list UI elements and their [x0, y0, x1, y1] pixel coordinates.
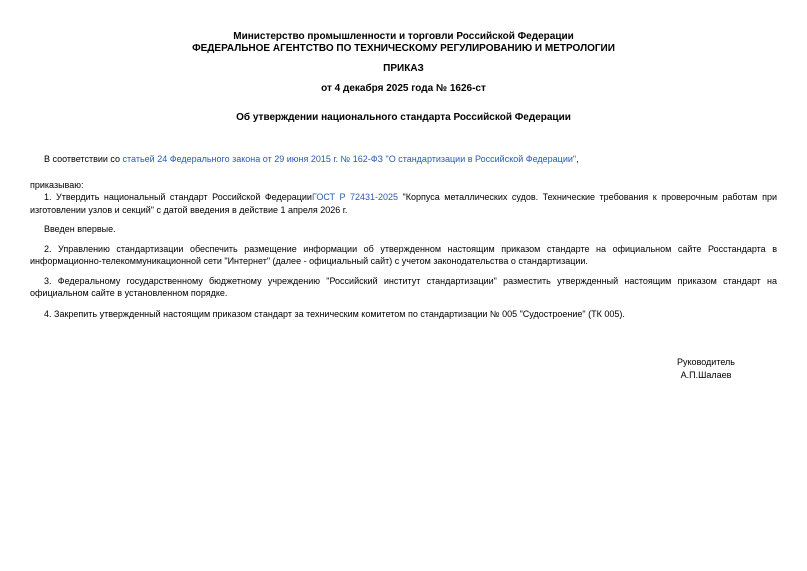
doc-date-number: от 4 декабря 2025 года № 1626-ст — [321, 83, 486, 94]
signature-position: Руководитель — [677, 357, 735, 367]
signature-name: А.П.Шалаев — [680, 369, 732, 380]
intro-paragraph — [30, 153, 777, 166]
ministry-line: Министерство промышленности и торговли Российской Федерации — [233, 31, 574, 42]
order-item-3: 3. Федеральному государственному бюджетному учреждению "Российский институт стандартизации" разместить утвержденный настоящим приказом стандарт на официальном сайте в установленном порядке. — [30, 275, 777, 298]
intro-suffix-text: , — [576, 154, 579, 164]
gost-standard-link[interactable]: ГОСТ Р 72431-2025 — [311, 192, 399, 202]
order-item-4: 4. Закрепить утвержденный настоящим приказом стандарт за техническим комитетом по стандартизации № 005 "Судостроение" (ТК 005). — [44, 308, 625, 319]
document-header — [0, 31, 807, 124]
item1-prefix-text: 1. Утвердить национальный стандарт Российской Федерации — [44, 192, 312, 202]
item1-suffix-text: "Корпуса металлических судов. Технические требования к проверочным работам при изготовлении узлов и секций" с датой введения в действие 1 апреля 2026 г. — [30, 192, 777, 215]
document-body — [0, 153, 807, 381]
doc-title: Об утверждении национального стандарта Российской Федерации — [236, 112, 571, 123]
order-item-1 — [30, 191, 777, 216]
introduced-first-time-line: Введен впервые. — [44, 224, 116, 234]
agency-line: ФЕДЕРАЛЬНОЕ АГЕНТСТВО ПО ТЕХНИЧЕСКОМУ РЕГУЛИРОВАНИЮ И МЕТРОЛОГИИ — [192, 43, 615, 54]
federal-law-link[interactable]: статьей 24 Федерального закона от 29 июня 2015 г. № 162-ФЗ "О стандартизации в Российской Федерации" — [122, 154, 577, 164]
prikaz-word: приказываю: — [30, 179, 84, 190]
intro-prefix-text: В соответствии со — [44, 154, 123, 164]
signature-block — [677, 356, 735, 381]
doc-type-heading: ПРИКАЗ — [383, 63, 424, 74]
order-item-2: 2. Управлению стандартизации обеспечить размещение информации об утвержденном настоящим приказом стандарте на официальном сайте Росстандарта в информационно-телекоммуникационной сети "Интернет" (далее - официальный сайт) с учетом законодательства о стандартизации. — [30, 243, 777, 266]
